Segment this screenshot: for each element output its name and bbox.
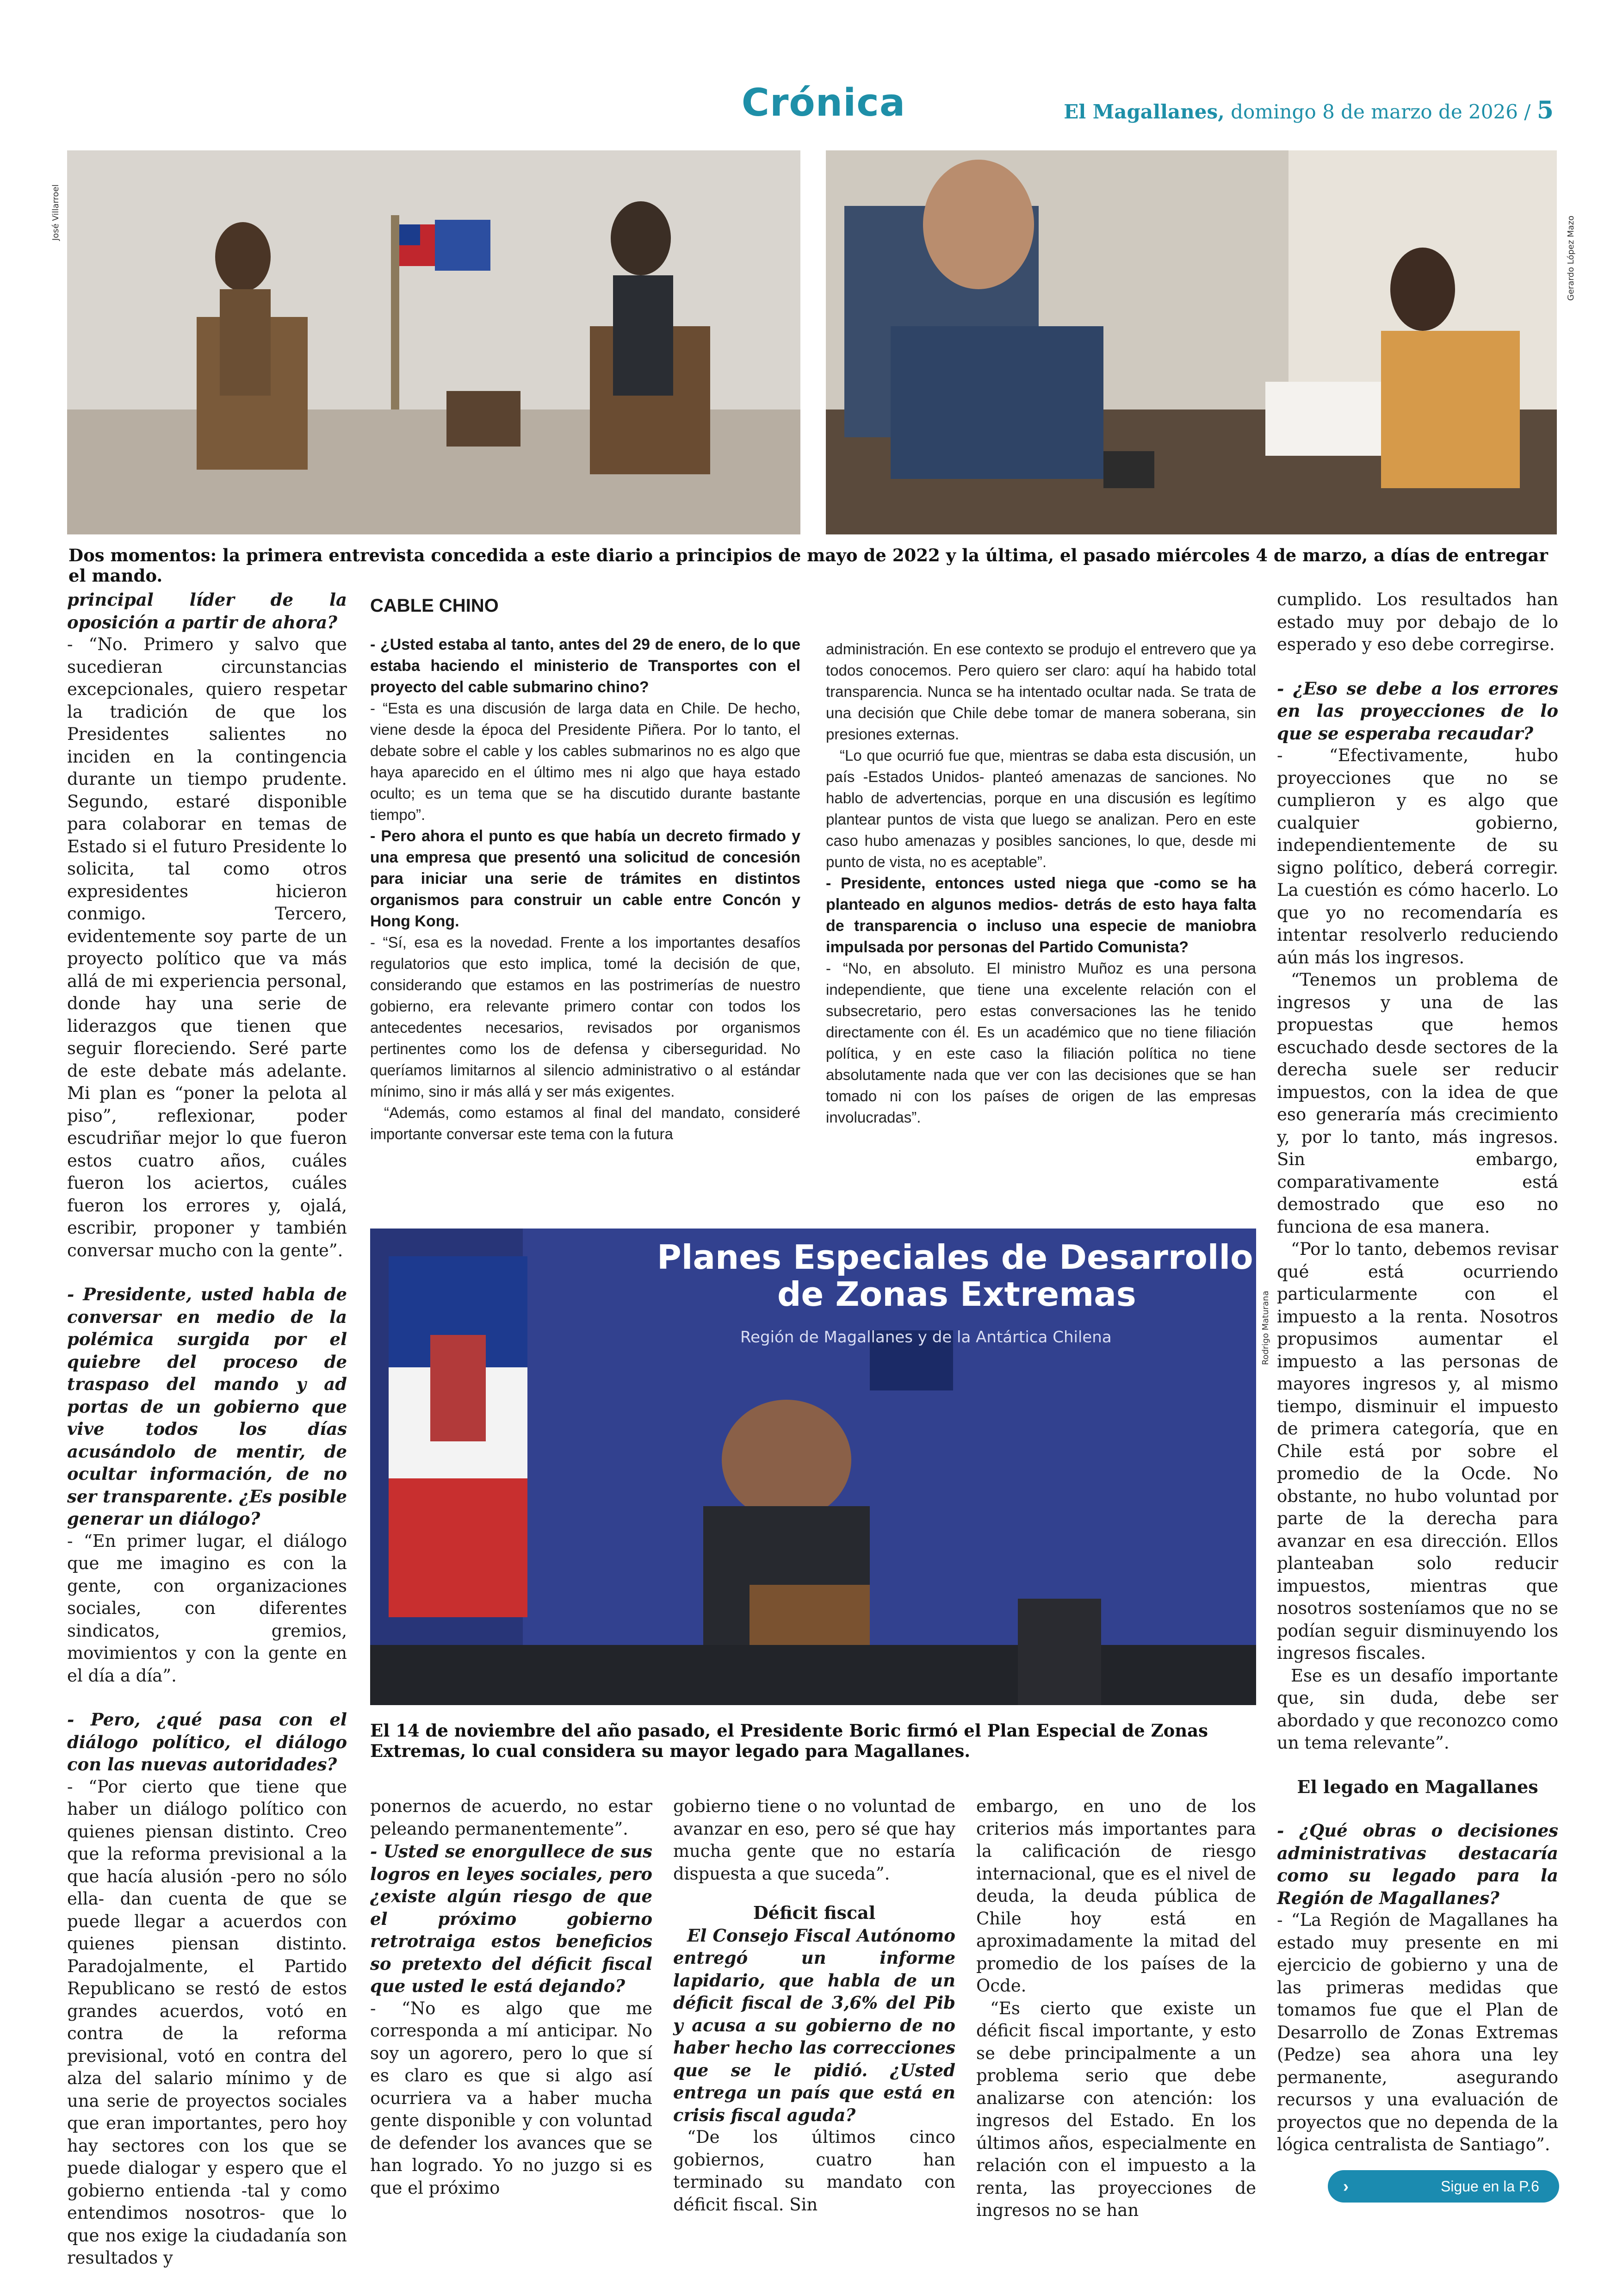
interview-2026-illustration xyxy=(826,150,1557,534)
top-photo-caption: Dos momentos: la primera entrevista concedida a este diario a principios de mayo de 2022 y la última, el pasado miércoles 4 de marzo, a días de entregar el mando. xyxy=(68,545,1548,586)
folio xyxy=(1064,96,1554,124)
subhead-cable: CABLE CHINO xyxy=(370,596,499,616)
question-cable-3: - Presidente, entonces usted niega que -como se ha planteado en algunos medios- detrás de esto haya falta de transparencia o incluso una especie de maniobra impulsada por personas del Partido Comunista? xyxy=(826,875,1256,956)
answer-political-dialogue: - “Por cierto que tiene que haber un diálogo político con quienes piensan distinto. Creo que la reforma previsional a la que hacía alusión -pero no sólo ella- dan cuenta de que se puede llegar a acuerdos con quienes piensan distinto. Paradojalmente, el Partido Republicano se restó de estos grandes acuerdos, votó en contra de la reforma previsional, votó en contra del alza del salario mínimo y de una serie de proyectos sociales que eran importantes, pero hoy hay sectores con los que se puede dialogar y espero que el gobierno entienda -tal y como entendimos nosotros- que lo que nos exige la ciudadanía son resultados y xyxy=(67,1776,347,2268)
photo-interview-2022 xyxy=(67,150,800,534)
answer-dialogue: - “En primer lugar, el diálogo que me imagino es con la gente, con organizaciones sociales, con diferentes sindicatos, gremios, movimientos y con la gente en el día a día”. xyxy=(67,1531,347,1686)
photo-interview-2026 xyxy=(826,150,1557,534)
text-income-tax: “Por lo tanto, debemos revisar qué está ocurriendo particularmente con el impuesto a la renta. Nosotros propusimos aumentar el impuesto a las personas de mayores ingresos y, al mismo tiempo, disminuir el impuesto de primera categoría, que en Chile está por sobre el promedio de la Ocde. No obstante, no hubo voluntad por parte de la derecha para avanzar en esa dirección. Ellos planteaban solo reducir impuestos, mientras que nosotros sosteníamos que no se podían seguir disminuyendo los ingresos fiscales. xyxy=(1277,1239,1558,1663)
question-cable-2: - Pero ahora el punto es que había un decreto firmado y una empresa que presentó una solicitud de concesión para iniciar una serie de trámites en distintos organismos para construir un cable entre Concón y Hong Kong. xyxy=(370,827,800,930)
text-challenge: Ese es un desafío importante que, sin duda, debe ser abordado y que reconozco como un tema relevante”. xyxy=(1277,1665,1558,1753)
text-government-will: gobierno tiene o no voluntad de avanzar en eso, pero sé que hay mucha gente que no estaría dispuesta a que suceda”. xyxy=(673,1796,955,1884)
text-results: cumplido. Los resultados han estado muy por debajo de lo esperado y eso debe corregirse. xyxy=(1277,590,1558,654)
question-deficit: El Consejo Fiscal Autónomo entregó un informe lapidario, que habla de un déficit fiscal de 3,6% del Pib y acusa a su gobierno de no haber hecho las correcciones que se le pidió. ¿Usted entrega un país que está en crisis fiscal aguda? xyxy=(673,1925,955,2125)
section-title: Crónica xyxy=(741,81,906,125)
continue-on-page-button[interactable] xyxy=(1328,2170,1559,2203)
folio-separator: / xyxy=(1524,100,1531,123)
question-projections: - ¿Eso se debe a los errores en las proyecciones de lo que se esperaba recaudar? xyxy=(1277,678,1558,744)
text-agreement: ponernos de acuerdo, no estar peleando permanentemente”. xyxy=(370,1796,652,1839)
answer-legacy: - “La Región de Magallanes ha estado muy presente en mi ejercicio de gobierno y una de las primeras medidas que tomamos fue que el Plan de Desarrollo de Zonas Extremas (Pedze) sea ahora una ley permanente, asegurando recursos y una evaluación de proyectos que no dependa de la lógica centralista de Santiago”. xyxy=(1277,1910,1558,2154)
column-1 xyxy=(67,589,347,2270)
subhead-legacy: El legado en Magallanes xyxy=(1297,1776,1538,1797)
question-cable-1: - ¿Usted estaba al tanto, antes del 29 de enero, de lo que estaba haciendo el ministerio de Transportes con el proyecto del cable submarino chino? xyxy=(370,635,800,696)
page-number: 5 xyxy=(1536,96,1554,124)
interview-2022-illustration xyxy=(67,150,800,534)
answer-deficit: “De los últimos cinco gobiernos, cuatro han terminado su mandato con déficit fiscal. Sin xyxy=(673,2127,955,2215)
photo-credit-right: Gerardo López Mazo xyxy=(1566,215,1576,301)
text-fiscal-deficit: “Es cierto que existe un déficit fiscal importante, y esto se debe principalmente a un problema serio que debe analizarse con atención: los ingresos del Estado. En los últimos años, especialmente en relación con el impuesto a la renta, las proyecciones de ingresos no se han xyxy=(976,1998,1256,2220)
answer-cable-2b: “Además, como estamos al final del mandato, consideré importante conversar este tema con la futura xyxy=(370,1104,800,1142)
issue-date: domingo 8 de marzo de 2026 xyxy=(1231,100,1518,123)
banner-subtitle: Región de Magallanes y de la Antártica Chilena xyxy=(740,1328,1112,1347)
cable-column-a xyxy=(370,595,800,1145)
photo-zonas-extremas xyxy=(370,1229,1256,1705)
photo-credit-middle: Rodrigo Maturana xyxy=(1261,1291,1270,1365)
answer-opposition: - “No. Primero y salvo que sucedieran circunstancias excepcionales, quiero respetar la tradición de que los Presidentes salientes no inciden en la contingencia durante un tiempo prudente. Segundo, estaré disponible para colaborar en temas de Estado si el futuro Presidente lo solicita, tal como otros expresidentes hicieron conmigo. Tercero, evidentemente soy parte de un proyecto político que va más allá de mi experiencia personal, donde hay una serie de liderazgos que tienen que seguir floreciendo. Seré parte de este debate más adelante. Mi plan es “poner la pelota al piso”, reflexionar, poder escudriñar mejor lo que fueron estos cuatro años, cuáles fueron los aciertos, cuáles fueron los errores y, ojalá, escribir, proponer y también conversar mucho con la gente”. xyxy=(67,634,347,1260)
text-debt-level: embargo, en uno de los criterios más importantes para la calificación de riesgo internacional, que es el nivel de deuda, la deuda pública de Chile hoy está en aproximadamente la mitad del promedio de los países de la Ocde. xyxy=(976,1796,1256,1996)
subhead-deficit: Déficit fiscal xyxy=(753,1902,876,1923)
column-4 xyxy=(673,1795,955,2216)
middle-photo-caption: El 14 de noviembre del año pasado, el Presidente Boric firmó el Plan Especial de Zonas Extremas, lo cual considera su mayor legado para Magallanes. xyxy=(370,1720,1208,1761)
question-legacy: - ¿Qué obras o decisiones administrativas destacaría como su legado para la Región de Magallanes? xyxy=(1277,1820,1558,1908)
banner-title-1: Planes Especiales de Desarrollo xyxy=(657,1238,1253,1277)
question-social-laws: - Usted se enorgullece de sus logros en leyes sociales, pero ¿existe algún riesgo de que el próximo gobierno retrotraiga estos beneficios so pretexto del déficit fiscal que usted le está dejando? xyxy=(370,1841,652,1996)
answer-social-laws: - “No es algo que me corresponda a mí anticipar. No soy un agorero, pero lo que sí es claro es que si algo así ocurriera va a haber mucha gente disponible y con voluntad de defender los avances que se han logrado. Yo no juzgo si es que el próximo xyxy=(370,1998,652,2198)
answer-projections: - “Efectivamente, hubo proyecciones que no se cumplieron y es algo que cualquier gobierno, independientemente de su signo político, deberá corregir. La cuestión es cómo hacerlo. Lo que yo no recomendaría es intentar resolverlo reduciendo aún más los ingresos. xyxy=(1277,745,1558,968)
banner-title-2: de Zonas Extremas xyxy=(777,1275,1136,1314)
question-dialogue: - Presidente, usted habla de conversar en medio de la polémica surgida por el quiebre del proceso de traspaso del mando y ad portas de un gobierno que vive todos los días acusándolo de mentir, de ocultar información, de no ser transparente. ¿Es posible generar un diálogo? xyxy=(67,1284,347,1529)
text-income-problem: “Tenemos un problema de ingresos y una de las propuestas que hemos escuchado desde sectores de la derecha suele ser reducir impuestos, con la idea de que eso generaría más crecimiento y, por lo tanto, más ingresos. Sin embargo, comparativamente está demostrado que eso no funciona de esa manera. xyxy=(1277,970,1558,1237)
photo-credit-left: José Villarroel xyxy=(51,184,61,241)
answer-cable-3: - “No, en absoluto. El ministro Muñoz es una persona independiente, que tiene una excelente relación con el subsecretario, pero estas conversaciones las he tenido directamente con él. Es un académico que no tiene filiación política, y en este caso la filiación política no tiene absolutamente nada que ver con las decisiones que se han tomado ni con los países de origen de las empresas involucradas”. xyxy=(826,960,1256,1126)
answer-cable-1: - “Esta es una discusión de larga data en Chile. De hecho, viene desde la época del Presidente Piñera. Por lo tanto, el debate sobre el cable y los cables submarinos no es algo que haya aparecido en el último mes ni algo que haya estado oculto; es un tema que se ha discutido durante bastante tiempo”. xyxy=(370,699,800,823)
chevron-right-icon: › xyxy=(1343,2177,1349,2196)
column-6 xyxy=(1277,589,1558,2156)
newspaper-name: El Magallanes, xyxy=(1064,100,1225,123)
cable-column-b xyxy=(826,639,1256,1128)
answer-cable-2: - “Sí, esa es la novedad. Frente a los importantes desafíos regulatorios que esto implica, tomé la decisión de que, considerando que estamos en las postrimerías de nuestro gobierno, era relevante primero contar con todos los antecedentes necesarios, revisados por organismos pertinentes como los de defensa y ciberseguridad. No queríamos limitarnos al silencio administrativo o al estándar mínimo, sino ir más allá y ser más exigentes. xyxy=(370,933,800,1100)
cable-text-2: “Lo que ocurrió fue que, mientras se daba esta discusión, un país -Estados Unidos- planteó amenazas de sanciones. No hablo de advertencias, porque en una discusión es legítimo plantear puntos de vista que luego se analizan. Pero en este caso hubo amenazas y posibles sanciones, lo que, desde mi punto de vista, no es aceptable”. xyxy=(826,747,1256,870)
continue-label: Sigue en la P.6 xyxy=(1441,2178,1539,2195)
cable-text-1: administración. En ese contexto se produjo el entrevero que ya todos conocemos. Pero quiero ser claro: aquí ha habido total transparencia. Nunca se ha intentado ocultar nada. Se trata de una decisión que Chile debe tomar de manera soberana, sin presiones externas. xyxy=(826,640,1256,743)
column-3 xyxy=(370,1795,652,2199)
column-5 xyxy=(976,1795,1256,2222)
question-opposition-tail: principal líder de la oposición a partir de ahora? xyxy=(67,590,347,633)
question-political-dialogue: - Pero, ¿qué pasa con el diálogo político, el diálogo con las nuevas autoridades? xyxy=(67,1709,347,1775)
